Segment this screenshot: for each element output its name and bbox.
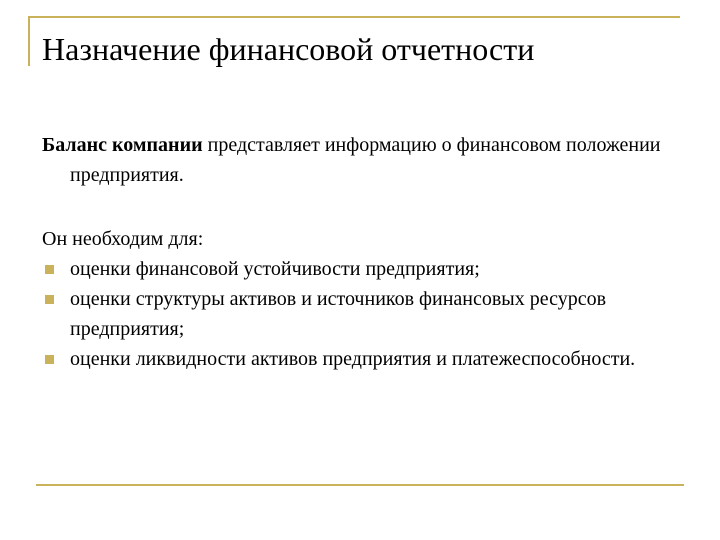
paragraph-bold-lead: Баланс компании (42, 134, 203, 156)
list-item-text: оценки финансовой устойчивости предприятия; (70, 258, 480, 280)
list-item (42, 254, 682, 284)
square-bullet-icon (45, 295, 54, 304)
list-intro: Он необходим для: (42, 228, 204, 250)
frame-top-line (28, 16, 680, 18)
slide-title: Назначение финансовой отчетности (42, 31, 535, 67)
purpose-list (42, 254, 682, 374)
list-item-text: оценки структуры активов и источников финансовых ресурсов предприятия; (70, 288, 607, 340)
list-item (42, 344, 682, 374)
paragraph-text: представляет информацию о финансовом положении предприятия. (70, 134, 661, 186)
slide-body (42, 130, 682, 374)
square-bullet-icon (45, 355, 54, 364)
list-item (42, 284, 682, 344)
frame-left-line (28, 16, 30, 66)
paragraph-gap (42, 190, 682, 224)
balance-paragraph (42, 130, 682, 190)
list-item-text: оценки ликвидности активов предприятия и платежеспособности. (70, 348, 636, 370)
frame-bottom-line (36, 484, 684, 486)
square-bullet-icon (45, 265, 54, 274)
